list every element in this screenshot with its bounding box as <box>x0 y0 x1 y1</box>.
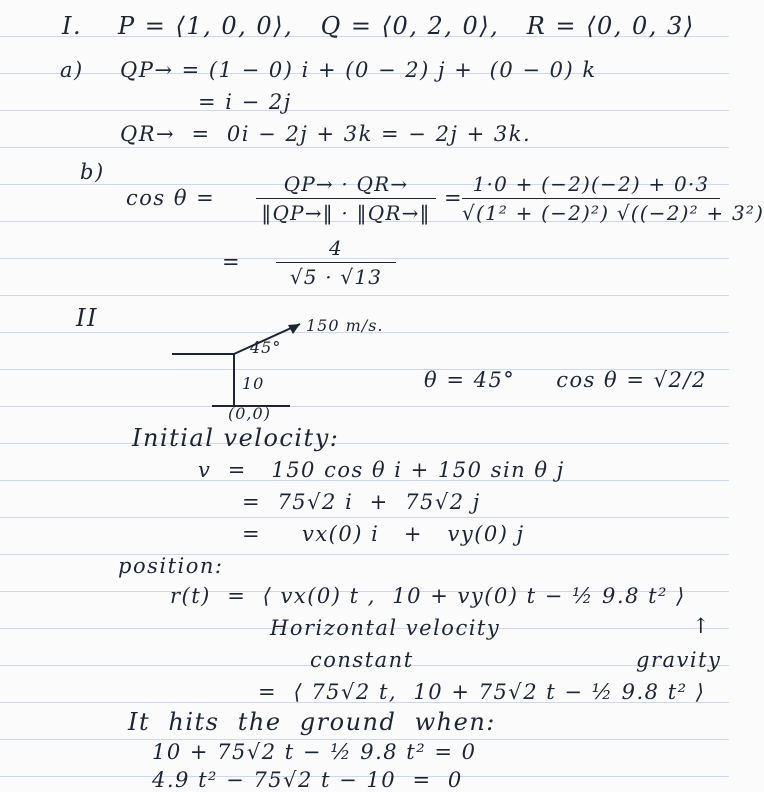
projectile-sketch <box>150 316 430 430</box>
fraction2-bar <box>462 198 720 199</box>
angle-label: 45° <box>250 338 282 357</box>
fraction3-numerator: 4 <box>329 236 343 260</box>
theta-note: θ = 45° cos θ = √2/2 <box>424 368 707 392</box>
speed-label: 150 m/s. <box>306 316 384 335</box>
qr-vector-line: QR→ = 0i − 2j + 3k = − 2j + 3k. <box>120 122 532 146</box>
cos-theta-lhs: cos θ = <box>126 186 216 210</box>
position-substituted-line: = ⟨ 75√2 t, 10 + 75√2 t − ½ 9.8 t² ⟩ <box>258 680 706 704</box>
velocity-line-3: = vx(0) i + vy(0) j <box>242 522 525 546</box>
part-b-label: b) <box>80 160 105 184</box>
qp-simplified: = i − 2j <box>198 90 292 114</box>
fraction1-numerator: QP→ · QR→ <box>283 172 409 196</box>
gravity-note: gravity <box>636 648 722 672</box>
fraction3-denominator: √5 · √13 <box>289 265 383 289</box>
initial-velocity-heading: Initial velocity: <box>132 424 340 452</box>
origin-label: (0,0) <box>228 404 271 423</box>
position-heading: position: <box>118 554 224 578</box>
horizontal-velocity-note: Horizontal velocity <box>270 616 501 640</box>
constant-note: constant <box>310 648 414 672</box>
equals-sign-2: = <box>222 250 242 274</box>
fraction1-bar <box>256 198 436 199</box>
fraction1-denominator: ‖QP→‖ · ‖QR→‖ <box>261 201 431 225</box>
hits-ground-line: It hits the ground when: <box>128 708 496 736</box>
position-vector-line: r(t) = ⟨ vx(0) t , 10 + vy(0) t − ½ 9.8 t² ⟩ <box>170 584 686 608</box>
section-2-heading: II <box>76 304 98 332</box>
part-a-label: a) <box>60 58 84 82</box>
fraction-result <box>276 236 396 289</box>
ground-equation-1: 10 + 75√2 t − ½ 9.8 t² = 0 <box>152 740 477 764</box>
points-definition: P = ⟨1, 0, 0⟩, Q = ⟨0, 2, 0⟩, R = ⟨0, 0, 3⟩ <box>118 12 695 40</box>
ground-equation-2: 4.9 t² − 75√2 t − 10 = 0 <box>152 768 463 792</box>
section-1-heading: I. <box>62 12 83 40</box>
fraction2-denominator: √(1² + (−2)²) √((−2)² + 3²) <box>462 201 764 225</box>
height-label: 10 <box>242 374 265 393</box>
velocity-line-1: v = 150 cos θ i + 150 sin θ j <box>198 458 565 482</box>
qp-vector-line: QP→ = (1 − 0) i + (0 − 2) j + (0 − 0) k <box>120 58 597 82</box>
fraction2-numerator: 1·0 + (−2)(−2) + 0·3 <box>472 172 710 196</box>
fraction-numeric <box>462 172 764 225</box>
gravity-arrow: ↑ <box>692 614 712 638</box>
fraction3-bar <box>276 262 396 263</box>
velocity-line-2: = 75√2 i + 75√2 j <box>242 490 481 514</box>
fraction-dot-over-norms <box>256 172 436 225</box>
projectile-diagram <box>150 316 430 426</box>
equals-sign-1: = <box>444 186 464 210</box>
